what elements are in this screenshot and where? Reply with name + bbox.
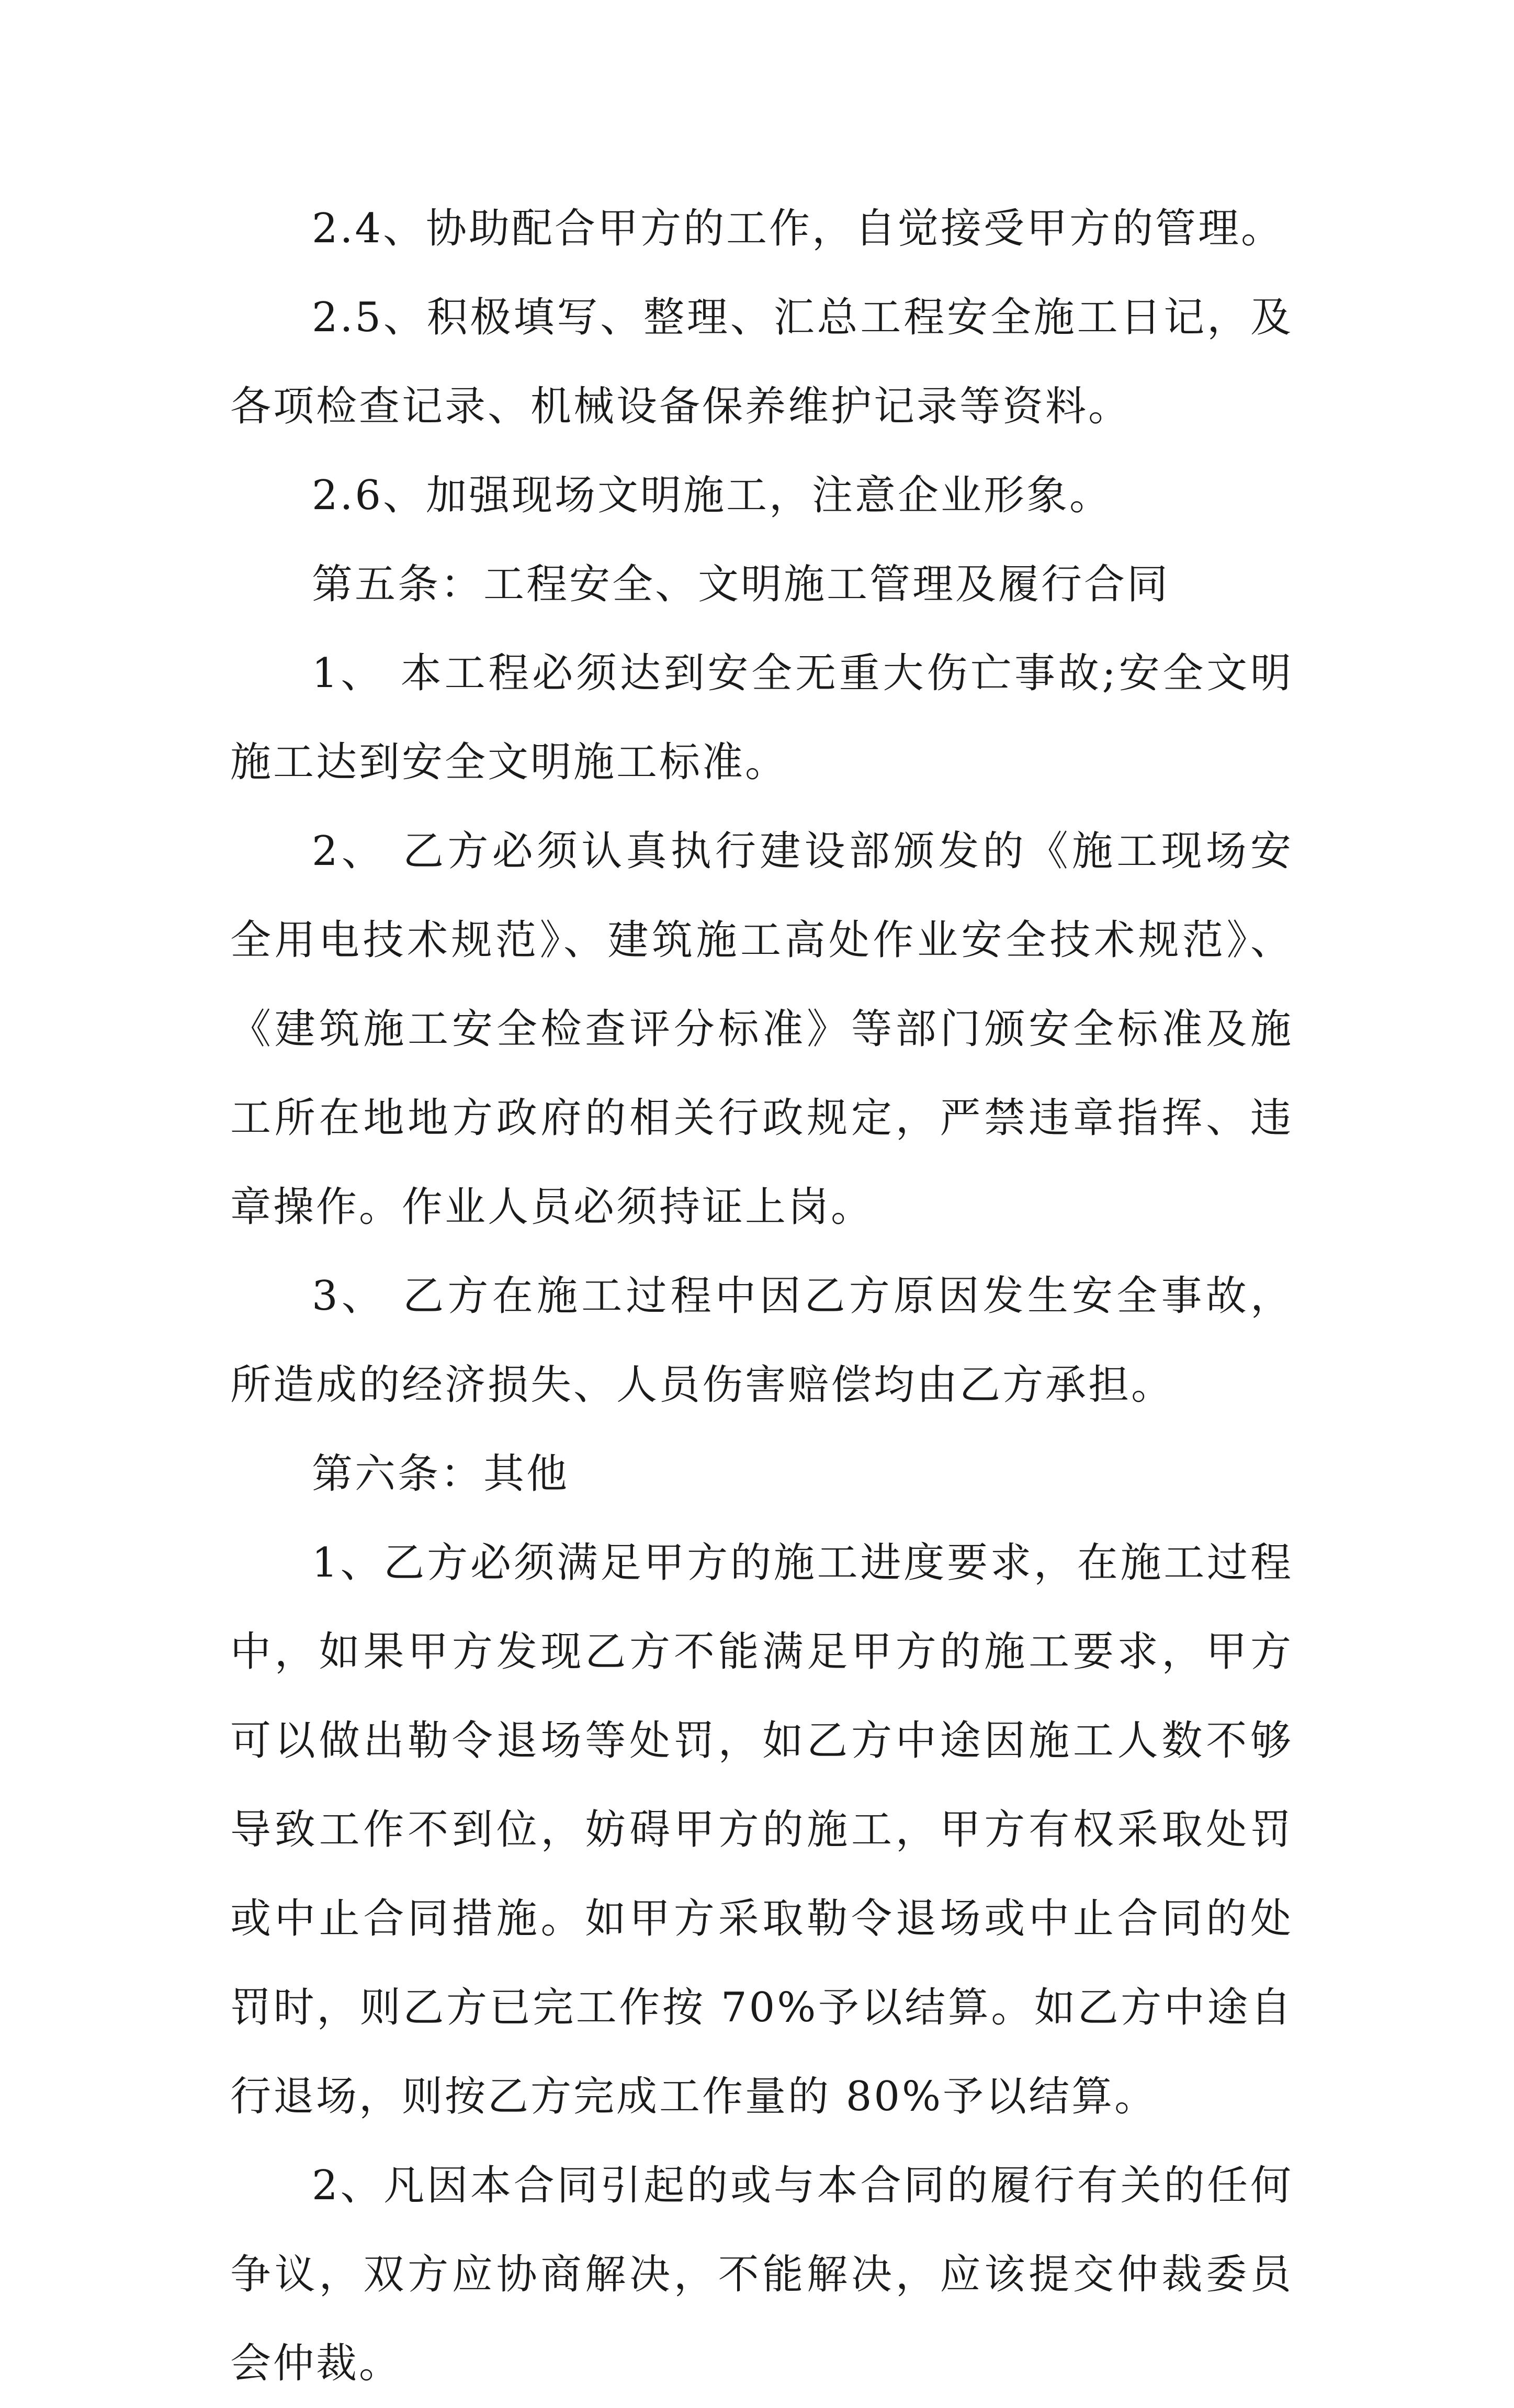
paragraph-article-5-item-1: 1、 本工程必须达到安全无重大伤亡事故;安全文明施工达到安全文明施工标准。: [230, 650, 1293, 786]
paragraph-article-6-item-2: 2、凡因本合同引起的或与本合同的履行有关的任何争议，双方应协商解决，不能解决，应该提交仲裁委员会仲裁。: [230, 2162, 1293, 2387]
section-heading-article-6: 第六条：其他: [312, 1450, 570, 1498]
paragraph-2-5: 2.5、积极填写、整理、汇总工程安全施工日记，及各项检查记录、机械设备保养维护记录等资料。: [230, 294, 1293, 430]
paragraph-2-6: 2.6、加强现场文明施工，注意企业形象。: [312, 472, 1113, 519]
paragraph-article-5-item-3: 3、 乙方在施工过程中因乙方原因发生安全事故，所造成的经济损失、人员伤害赔偿均由乙方承担。: [230, 1273, 1293, 1409]
section-heading-article-5: 第五条：工程安全、文明施工管理及履行合同: [312, 561, 1170, 608]
document-body: [230, 184, 1293, 2408]
paragraph-article-6-item-1: 1、乙方必须满足甲方的施工进度要求，在施工过程中，如果甲方发现乙方不能满足甲方的施工要求，甲方可以做出勒令退场等处罚，如乙方中途因施工人数不够导致工作不到位，妨碍甲方的施工，甲方有权采取处罚或中止合同措施。如甲方采取勒令退场或中止合同的处罚时，则乙方已完工作按 70%予以结算。如乙方中途自行退场，则按乙方完成工作量的 80%予以结算。: [230, 1539, 1293, 2120]
paragraph-2-4: 2.4、协助配合甲方的工作，自觉接受甲方的管理。: [312, 205, 1284, 252]
paragraph-article-5-item-2: 2、 乙方必须认真执行建设部颁发的《施工现场安全用电技术规范》、建筑施工高处作业安全技术规范》、《建筑施工安全检查评分标准》等部门颁安全标准及施工所在地地方政府的相关行政规定，严禁违章指挥、违章操作。作业人员必须持证上岗。: [230, 828, 1293, 1231]
